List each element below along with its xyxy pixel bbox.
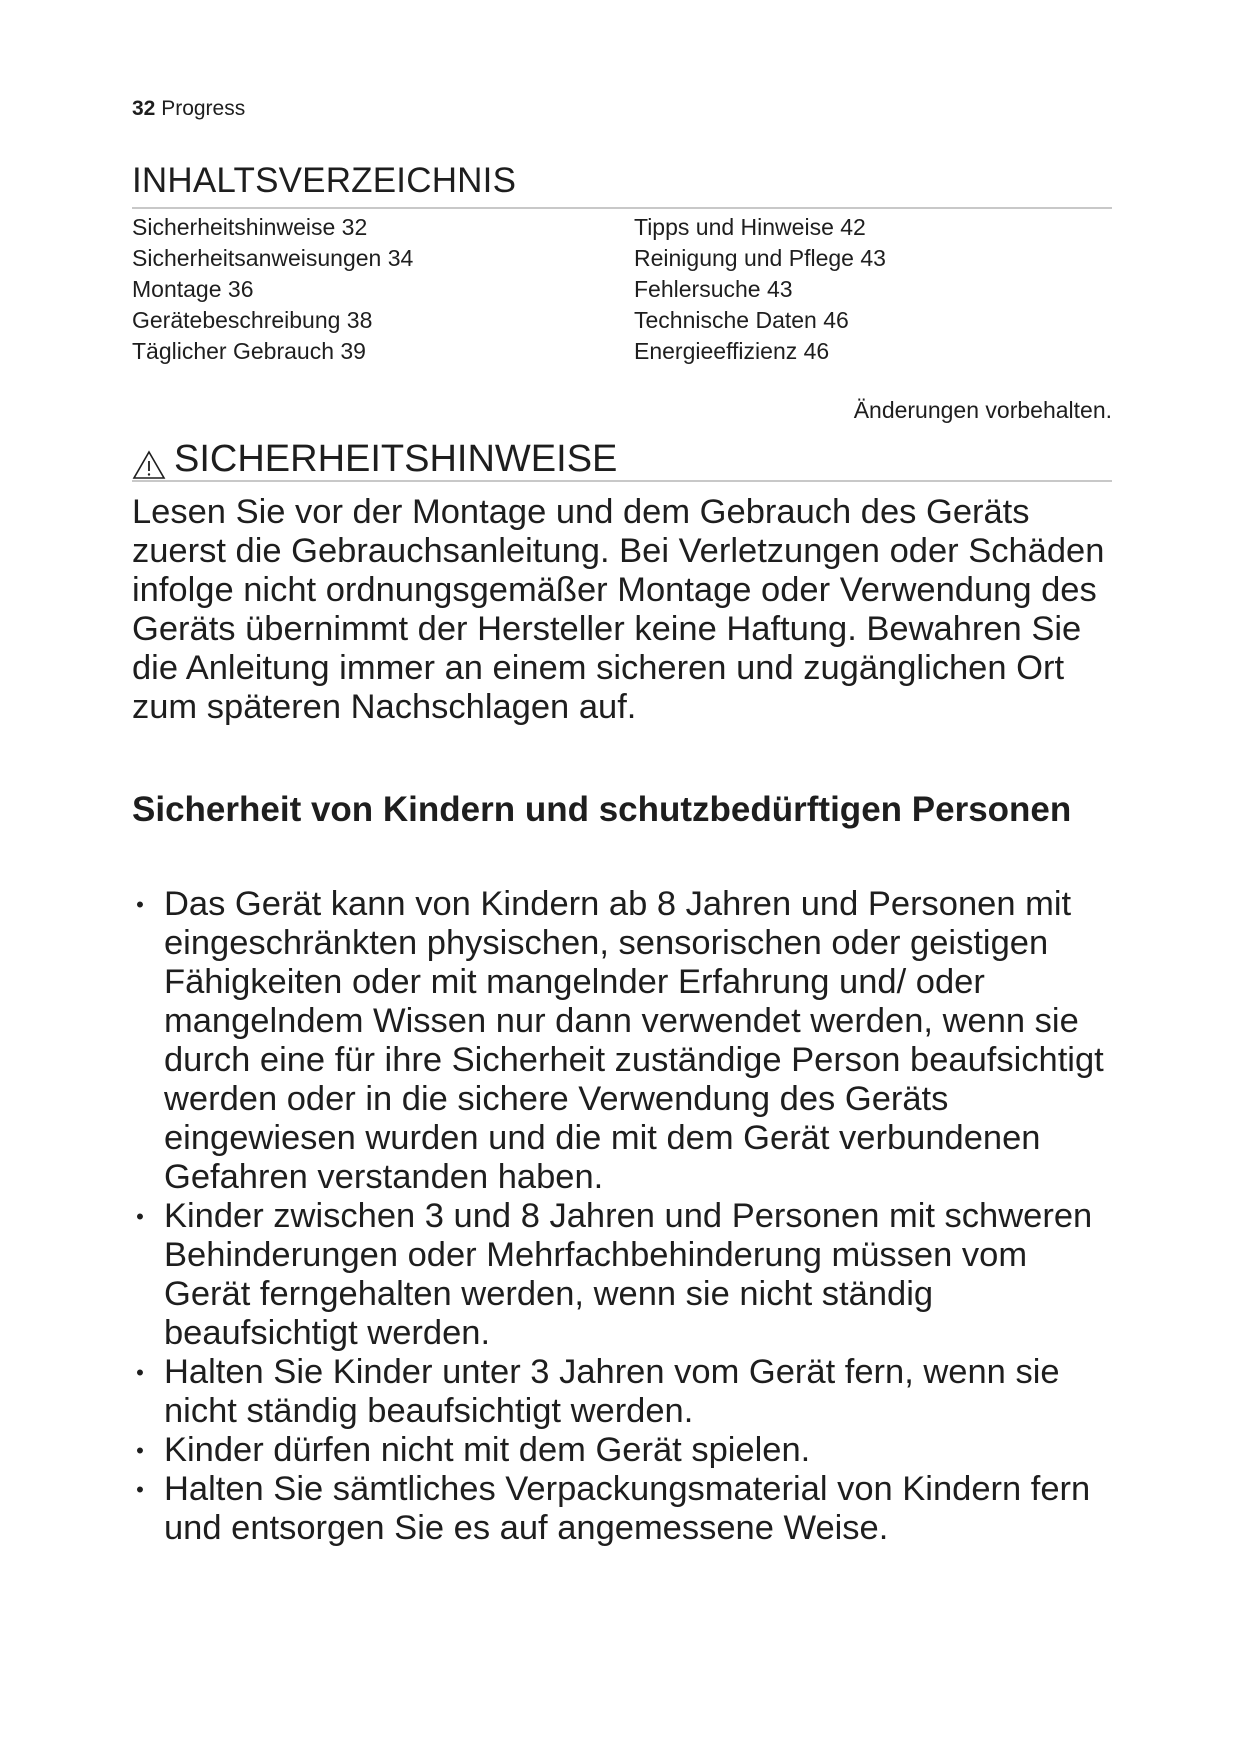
toc-item[interactable]: Sicherheitsanweisungen 34 <box>132 245 414 271</box>
list-item <box>132 885 1112 1197</box>
toc-item[interactable]: Fehlersuche 43 <box>634 276 793 302</box>
toc-column-right <box>634 212 886 367</box>
bullet-icon: • <box>136 1438 144 1463</box>
bullet-icon: • <box>136 1360 144 1385</box>
warning-icon <box>132 445 166 475</box>
changes-note: Änderungen vorbehalten. <box>853 397 1112 423</box>
toc-item[interactable]: Gerätebeschreibung 38 <box>132 307 373 333</box>
toc-item[interactable]: Montage 36 <box>132 276 254 302</box>
toc-item[interactable]: Tipps und Hinweise 42 <box>634 214 866 240</box>
toc-title: INHALTSVERZEICHNIS <box>132 161 517 200</box>
toc-item[interactable]: Energieeffizienz 46 <box>634 338 830 364</box>
toc-item[interactable]: Sicherheitshinweise 32 <box>132 214 368 240</box>
page-number: 32 <box>132 97 156 120</box>
list-item-text: Kinder dürfen nicht mit dem Gerät spielen. <box>164 1431 811 1469</box>
bullet-icon: • <box>136 1477 144 1502</box>
list-item <box>132 1353 1112 1431</box>
toc-divider <box>132 207 1112 209</box>
list-item-text: Das Gerät kann von Kindern ab 8 Jahren und Personen mit eingeschränkten physischen, sensorischen oder geistigen Fähigkeiten oder mit mangelnder Erfahrung und/ oder mangelndem Wissen nur dann verwendet werden, wenn sie durch eine für ihre Sicherheit zuständige Person beaufsichtigt werden oder in die sichere Verwendung des Geräts eingewiesen wurden und die mit dem Gerät verbundenen Gefahren verstanden haben. <box>164 885 1104 1196</box>
list-item <box>132 1431 1112 1470</box>
toc-item[interactable]: Technische Daten 46 <box>634 307 849 333</box>
toc-item[interactable]: Täglicher Gebrauch 39 <box>132 338 366 364</box>
page-header <box>132 96 245 122</box>
intro-paragraph: Lesen Sie vor der Montage und dem Gebrauch des Geräts zuerst die Gebrauchsanleitung. Bei Verletzungen oder Schäden infolge nicht ordnungsgemäßer Montage oder Verwendung des Geräts übernimmt der Hersteller keine Haftung. Bewahren Sie die Anleitung immer an einem sicheren und zugänglichen Ort zum späteren Nachschlagen auf. <box>132 493 1105 726</box>
section-divider <box>132 480 1112 482</box>
section-heading-text: SICHERHEITSHINWEISE <box>174 438 618 480</box>
bullet-icon: • <box>136 892 144 917</box>
list-item <box>132 1197 1112 1353</box>
toc-column-left <box>132 212 413 367</box>
list-item-text: Halten Sie Kinder unter 3 Jahren vom Gerät fern, wenn sie nicht ständig beaufsichtigt werden. <box>164 1353 1060 1430</box>
list-item <box>132 1470 1112 1548</box>
brand-name: Progress <box>161 97 246 120</box>
list-item-text: Kinder zwischen 3 und 8 Jahren und Personen mit schweren Behinderungen oder Mehrfachbehinderung müssen vom Gerät ferngehalten werden, wenn sie nicht ständig beaufsichtigt werden. <box>164 1197 1093 1352</box>
section-heading <box>132 436 617 482</box>
toc-item[interactable]: Reinigung und Pflege 43 <box>634 245 886 271</box>
bullet-list <box>132 885 1112 1548</box>
subsection-heading: Sicherheit von Kindern und schutzbedürftigen Personen <box>132 790 1072 829</box>
bullet-icon: • <box>136 1204 144 1229</box>
list-item-text: Halten Sie sämtliches Verpackungsmaterial von Kindern fern und entsorgen Sie es auf angemessene Weise. <box>164 1470 1091 1547</box>
